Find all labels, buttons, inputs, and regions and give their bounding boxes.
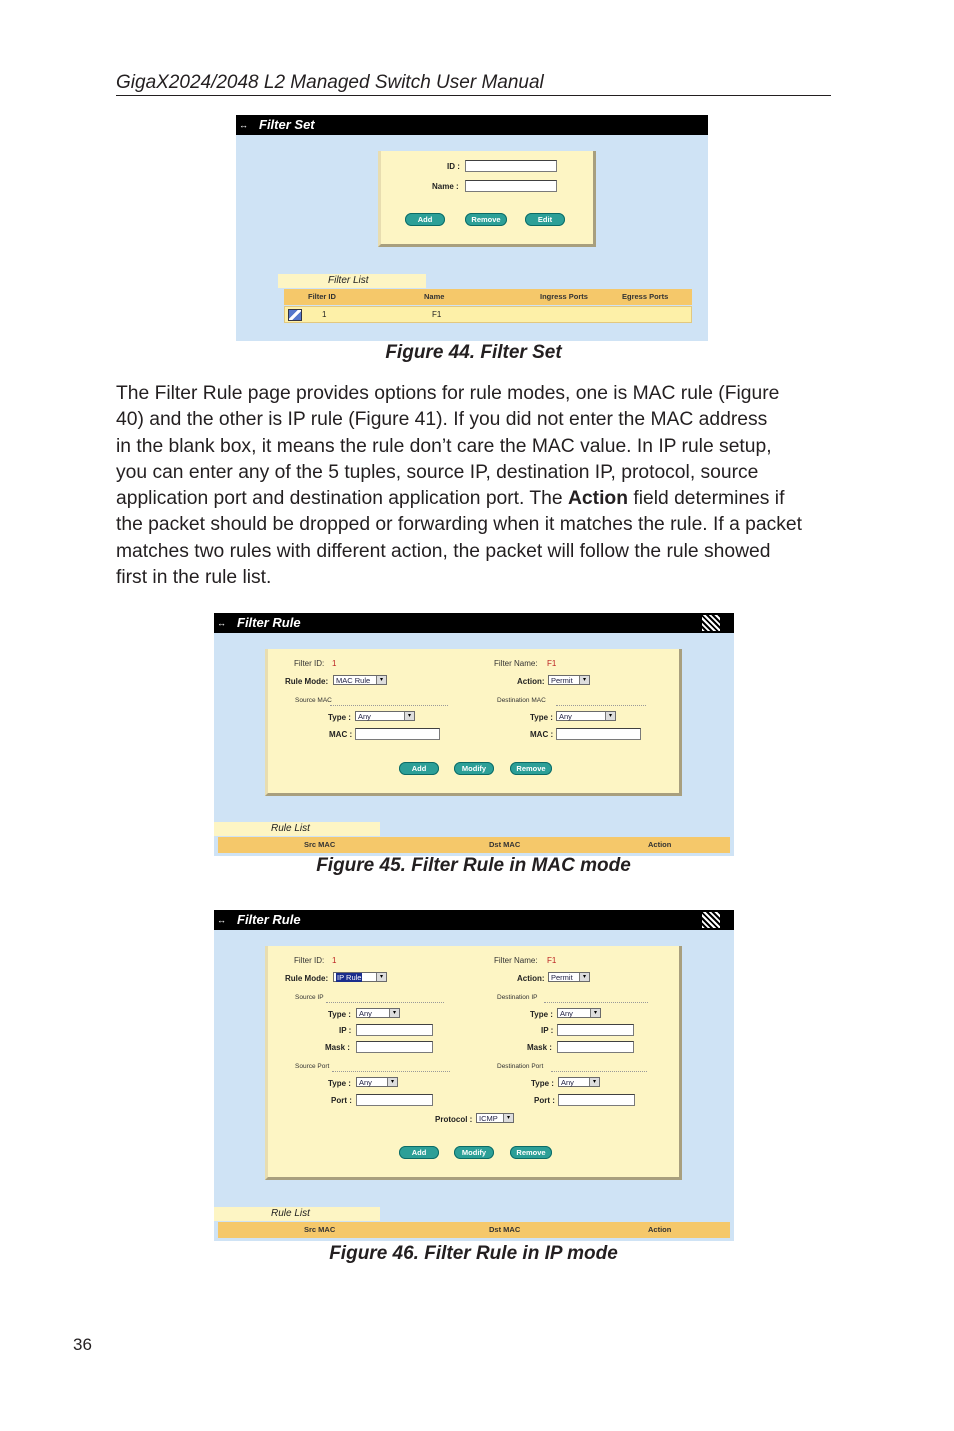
src-mac-label: MAC : [329, 730, 353, 739]
dst-mac-input[interactable] [556, 728, 641, 740]
collapse-arrow-icon[interactable]: ↔ [217, 618, 226, 628]
filter-name-label: Filter Name: [494, 659, 538, 668]
remove-button[interactable]: Remove [465, 213, 507, 226]
dst-port-type-select[interactable] [558, 1077, 600, 1087]
dst-ip-input[interactable] [557, 1024, 634, 1036]
protocol-value: ICMP [479, 1114, 498, 1123]
filter-list-header [284, 289, 692, 305]
action-label: Action: [517, 974, 545, 983]
src-ip-type-value: Any [359, 1009, 372, 1018]
mac-rule-form [265, 649, 682, 796]
col-src-mac: Src MAC [304, 840, 336, 849]
rule-list-header [218, 1222, 730, 1238]
chevron-down-icon: ▾ [503, 1114, 513, 1122]
col-dst-mac: Dst MAC [489, 840, 521, 849]
add-button[interactable]: Add [405, 213, 445, 226]
src-ip-input[interactable] [356, 1024, 433, 1036]
collapse-arrow-icon[interactable]: ↔ [217, 915, 226, 925]
rule-mode-value: MAC Rule [336, 676, 371, 685]
src-port-label: Port : [331, 1096, 352, 1105]
rule-list-tab [214, 1207, 380, 1221]
running-head: GigaX2024/2048 L2 Managed Switch User Manual [116, 70, 831, 96]
page-number: 36 [73, 1335, 92, 1354]
modify-button[interactable]: Modify [454, 762, 494, 775]
src-port-type-label: Type : [328, 1079, 351, 1088]
name-input[interactable] [465, 180, 557, 192]
figure-44-screenshot [236, 115, 708, 341]
col-src-mac: Src MAC [304, 1225, 336, 1234]
dst-ip-type-select[interactable] [557, 1008, 601, 1018]
name-label: Name : [432, 182, 459, 191]
chevron-down-icon: ▾ [404, 712, 414, 720]
filter-set-title: Filter Set [259, 117, 315, 132]
action-select[interactable] [548, 675, 590, 685]
filter-list-title: Filter List [328, 275, 369, 286]
collapse-arrow-icon[interactable]: ↔ [239, 120, 248, 130]
figure-44-caption: Figure 44. Filter Set [385, 342, 562, 363]
src-type-select[interactable] [355, 711, 415, 721]
src-ip-type-select[interactable] [356, 1008, 400, 1018]
action-select[interactable] [548, 972, 590, 982]
filter-id-label: Filter ID: [294, 956, 325, 965]
chevron-down-icon: ▾ [590, 1009, 600, 1017]
dst-mask-input[interactable] [557, 1041, 634, 1053]
col-action: Action [648, 840, 672, 849]
table-row[interactable] [284, 306, 692, 323]
paragraph-line: The Filter Rule page provides options for rule modes, one is MAC rule (Figure [116, 383, 780, 404]
figure-45-caption: Figure 45. Filter Rule in MAC mode [316, 855, 631, 876]
filter-name-label: Filter Name: [494, 956, 538, 965]
dst-type-value: Any [559, 712, 572, 721]
chevron-down-icon: ▾ [579, 676, 589, 684]
chevron-down-icon: ▾ [589, 1078, 599, 1086]
rule-mode-label: Rule Mode: [285, 677, 329, 686]
filter-rule-titlebar [214, 910, 734, 930]
filter-name-value: F1 [547, 956, 557, 965]
src-ip-label: IP : [339, 1026, 352, 1035]
rule-mode-select[interactable] [333, 675, 387, 685]
remove-button[interactable]: Remove [510, 1146, 552, 1159]
chevron-down-icon: ▾ [376, 676, 386, 684]
col-filter-id: Filter ID [308, 292, 336, 301]
destination-port-section: Destination Port [497, 1063, 544, 1070]
source-mac-section: Source MAC [295, 697, 332, 704]
rule-mode-label: Rule Mode: [285, 974, 329, 983]
dst-port-label: Port : [534, 1096, 555, 1105]
filter-id-value: 1 [332, 659, 337, 668]
logo-icon [702, 615, 720, 631]
divider [330, 705, 448, 707]
filter-id-label: Filter ID: [294, 659, 325, 668]
rule-list-title: Rule List [271, 1208, 310, 1219]
protocol-select[interactable] [476, 1113, 514, 1123]
figure-45-screenshot [214, 613, 734, 856]
ip-rule-form [265, 946, 682, 1180]
dst-port-type-label: Type : [531, 1079, 554, 1088]
src-port-type-value: Any [359, 1078, 372, 1087]
chevron-down-icon: ▾ [605, 712, 615, 720]
dst-mac-label: MAC : [530, 730, 554, 739]
rule-list-title: Rule List [271, 823, 310, 834]
paragraph-line: 40) and the other is IP rule (Figure 41). If you did not enter the MAC address [116, 409, 768, 431]
filter-set-form [378, 151, 596, 247]
id-input[interactable] [465, 160, 557, 172]
paragraph-text: field determines if [627, 488, 785, 510]
paragraph-line [116, 486, 836, 512]
filter-set-titlebar [236, 115, 708, 135]
dst-type-label: Type : [530, 713, 553, 722]
row-name: F1 [432, 310, 442, 319]
rule-mode-select[interactable] [333, 972, 387, 982]
modify-button[interactable]: Modify [454, 1146, 494, 1159]
body-paragraph [116, 381, 836, 591]
src-mask-input[interactable] [356, 1041, 433, 1053]
chevron-down-icon: ▾ [389, 1009, 399, 1017]
paragraph-line: first in the rule list. [116, 567, 272, 589]
filter-list-tab [278, 274, 426, 288]
row-filter-id: 1 [322, 310, 327, 319]
paragraph-line: matches two rules with different action, the packet will follow the rule showed [116, 540, 771, 562]
divider [556, 705, 646, 707]
logo-icon [702, 912, 720, 928]
protocol-label: Protocol : [435, 1115, 473, 1124]
src-port-type-select[interactable] [356, 1077, 398, 1087]
add-button[interactable]: Add [399, 762, 439, 775]
filter-name-value: F1 [547, 659, 557, 668]
filter-rule-titlebar [214, 613, 734, 633]
dst-type-select[interactable] [556, 711, 616, 721]
action-value: Permit [551, 676, 573, 685]
src-mac-input[interactable] [355, 728, 440, 740]
rule-mode-value: IP Rule [337, 973, 362, 982]
source-ip-section: Source IP [295, 994, 324, 1001]
filter-rule-title: Filter Rule [237, 912, 301, 927]
src-type-label: Type : [328, 713, 351, 722]
paragraph-text: application port and destination application port. The [116, 488, 568, 510]
action-value: Permit [551, 973, 573, 982]
rule-list-header [218, 837, 730, 853]
edit-button[interactable]: Edit [525, 213, 565, 226]
dst-port-input[interactable] [558, 1094, 635, 1106]
remove-button[interactable]: Remove [510, 762, 552, 775]
src-mask-label: Mask : [325, 1043, 350, 1052]
source-port-section: Source Port [295, 1063, 330, 1070]
dst-mask-label: Mask : [527, 1043, 552, 1052]
figure-46-caption: Figure 46. Filter Rule in IP mode [329, 1243, 618, 1264]
chevron-down-icon: ▾ [376, 973, 386, 981]
src-type-value: Any [358, 712, 371, 721]
filter-id-value: 1 [332, 956, 337, 965]
add-button[interactable]: Add [399, 1146, 439, 1159]
figure-46-screenshot [214, 910, 734, 1241]
dst-port-type-value: Any [561, 1078, 574, 1087]
col-action: Action [648, 1225, 672, 1234]
destination-ip-section: Destination IP [497, 994, 538, 1001]
chevron-down-icon: ▾ [387, 1078, 397, 1086]
col-ingress-ports: Ingress Ports [540, 292, 588, 301]
paragraph-line: the packet should be dropped or forwarding when it matches the rule. If a packet [116, 514, 802, 536]
paragraph-line: you can enter any of the 5 tuples, source IP, destination IP, protocol, source [116, 461, 759, 483]
paragraph-line: in the blank box, it means the rule don’t care the MAC value. In IP rule setup, [116, 435, 772, 457]
divider [544, 1002, 648, 1004]
filter-rule-title: Filter Rule [237, 615, 301, 630]
divider [332, 1071, 450, 1073]
rule-list-tab [214, 822, 380, 836]
divider [326, 1002, 444, 1004]
chevron-down-icon: ▾ [579, 973, 589, 981]
src-type-label: Type : [328, 1010, 351, 1019]
destination-mac-section: Destination MAC [497, 697, 546, 704]
col-dst-mac: Dst MAC [489, 1225, 521, 1234]
col-name: Name [424, 292, 445, 301]
divider [551, 1071, 647, 1073]
col-egress-ports: Egress Ports [622, 292, 669, 301]
dst-ip-type-value: Any [560, 1009, 573, 1018]
edit-icon[interactable] [288, 309, 302, 321]
id-label: ID : [447, 162, 460, 171]
action-label: Action: [517, 677, 545, 686]
dst-ip-label: IP : [541, 1026, 554, 1035]
action-keyword: Action [568, 488, 628, 510]
dst-type-label: Type : [530, 1010, 553, 1019]
src-port-input[interactable] [356, 1094, 433, 1106]
